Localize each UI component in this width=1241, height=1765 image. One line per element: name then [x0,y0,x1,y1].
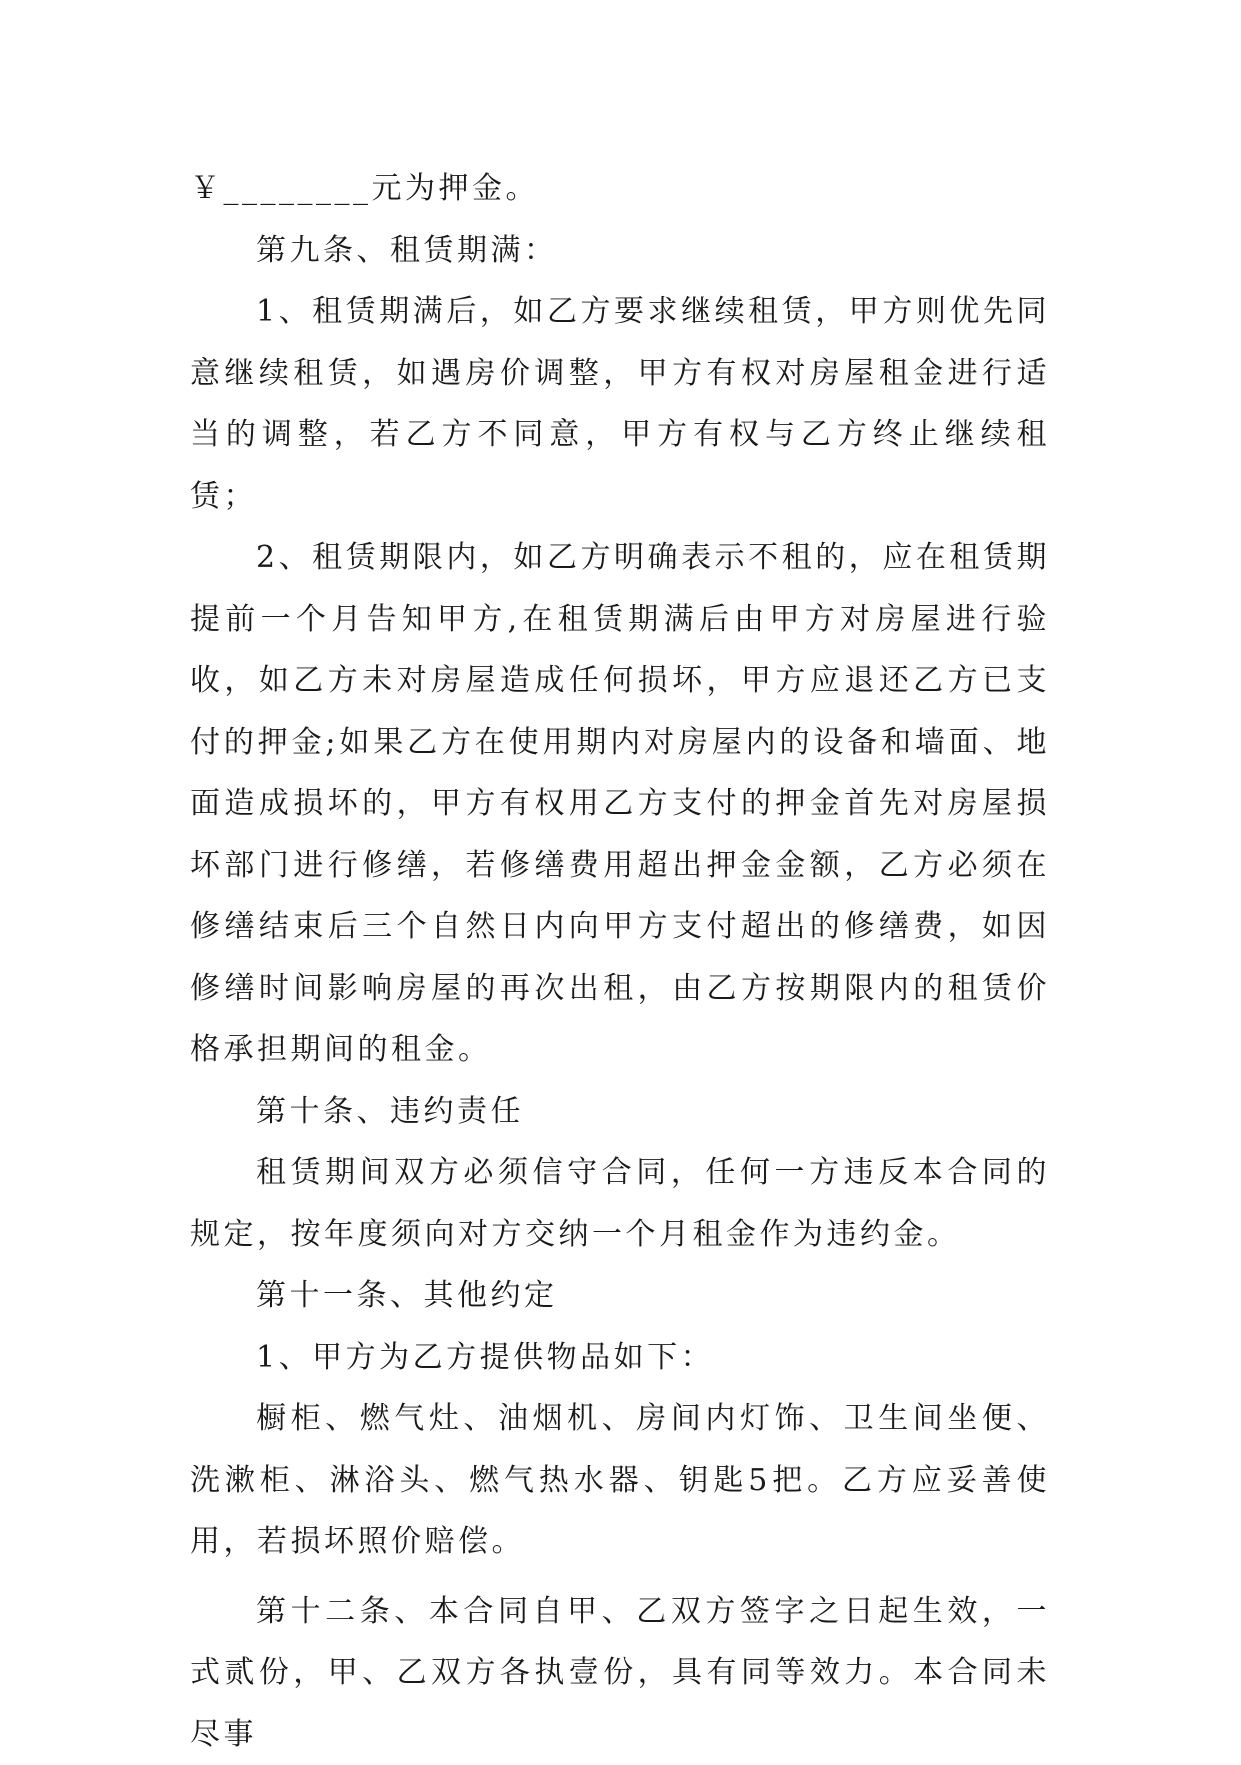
document-body [190,158,1050,1765]
deposit-line: ￥________元为押金。 [190,158,1050,220]
article-9-heading: 第九条、租赁期满： [190,220,1050,282]
article-10-heading: 第十条、违约责任 [190,1081,1050,1143]
article-9-clause-2: 2、租赁期限内，如乙方明确表示不租的，应在租赁期提前一个月告知甲方,在租赁期满后由甲方对房屋进行验收，如乙方未对房屋造成任何损坏，甲方应退还乙方已支付的押金;如果乙方在使用期内对房屋内的设备和墙面、地面造成损坏的，甲方有权用乙方支付的押金首先对房屋损坏部门进行修缮，若修缮费用超出押金金额，乙方必须在修缮结束后三个自然日内向甲方支付超出的修缮费，如因修缮时间影响房屋的再次出租，由乙方按期限内的租赁价格承担期间的租金。 [190,527,1050,1081]
article-10-body: 租赁期间双方必须信守合同，任何一方违反本合同的规定，按年度须向对方交纳一个月租金作为违约金。 [190,1142,1050,1265]
article-11-items: 橱柜、燃气灶、油烟机、房间内灯饰、卫生间坐便、洗漱柜、淋浴头、燃气热水器、钥匙5把。乙方应妥善使用，若损坏照价赔偿。 [190,1388,1050,1573]
article-12-body: 第十二条、本合同自甲、乙双方签字之日起生效，一式贰份，甲、乙双方各执壹份，具有同等效力。本合同未尽事 [190,1581,1050,1765]
paragraph-spacer [190,1573,1050,1581]
article-11-heading: 第十一条、其他约定 [190,1265,1050,1327]
article-11-clause-1: 1、甲方为乙方提供物品如下： [190,1327,1050,1389]
article-9-clause-1: 1、租赁期满后，如乙方要求继续租赁，甲方则优先同意继续租赁，如遇房价调整，甲方有权对房屋租金进行适当的调整，若乙方不同意，甲方有权与乙方终止继续租赁； [190,281,1050,527]
